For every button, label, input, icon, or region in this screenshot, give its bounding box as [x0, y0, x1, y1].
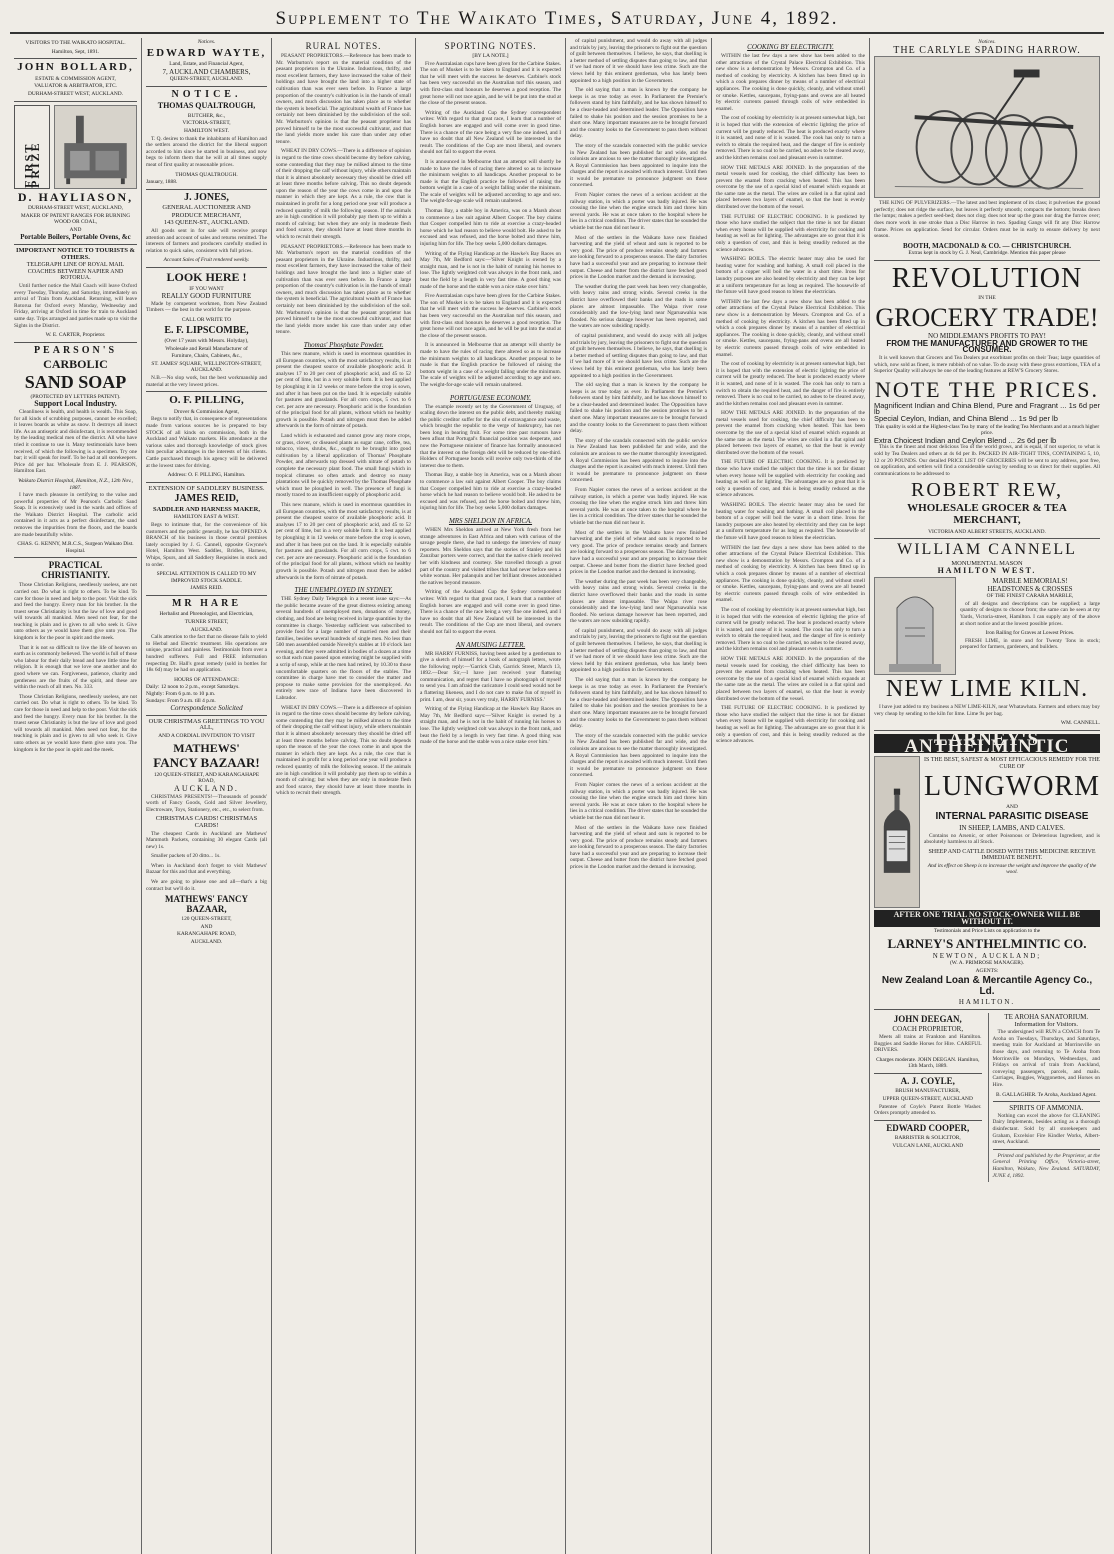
jones-name: J. JONES, [184, 191, 229, 203]
coach-body: Until further notice the Mail Coach will leave Oxford every Tuesday, Thursday, and Saturday, immediately on arrival of Train from Auckland. Returning, will leave Rotorua for Oxford every Monday, Wednesday and Friday, arriving at Oxford in time for train to Auckland same day. Trips arranged and parties made up to visit the Sights in the District. [14, 283, 137, 329]
divider [146, 595, 267, 596]
col5-body-2: The old saying that a man is known by the company he keeps is as true today as ever. In Parliament the Premier's followers stand by him faithfully, and he has shown himself to be a clear-headed and determined leader. The Opposition have failed to shake his position and the session promises to be a short one. Many important measures are to be brought forward and the country looks to the Government to pass them without delay. [570, 87, 707, 140]
bollard-line-1: ESTATE & COMMISSION AGENT, [35, 75, 116, 82]
coyle-line-2: UPPER QUEEN-STREET, AUCKLAND [882, 1096, 973, 1103]
harrow-illustration [874, 56, 1100, 198]
furniture-body: Made by competent workmen, from New Zealand Timbers — the best in the world for the purpose. [146, 300, 267, 314]
bollard-line-3: DURHAM-STREET WEST, AUCKLAND. [28, 90, 123, 97]
christianity-body-2: That it is not so difficult to live the life of heaven on earth as is commonly believed. The world is full of those who labour for their daily bread and have little time for religion. It is enough that we love one another and do good where we can. Forgiveness, patience, charity and gentleness are the fruits of the spirit, and these are within the reach of all men. No. 333. [14, 644, 137, 691]
sheldon-body-2: Writing of the Auckland Cup the Sydney correspondent writes: With regard to that great race, I learn that a number of English horses are engaged and will come over in good time. There is a chance of the race being a very fine one indeed, and I have no doubt that all New Zealand will be interested in the result. The conditions of the Cup are most liberal, and owners should not fail to support the event. [420, 589, 561, 635]
pilling-address: Address: O. F. PILLING, Hamilton. [167, 472, 246, 479]
harrow-icon [875, 57, 1099, 197]
harrow-body: THE KING OF PULVERIZERS.—The latest and best implement of its class; it pulverises the ground perfectly; does not ridge the surface, but leaves it perfectly smooth; compacts the bottom; breaks down the lumps; makes a perfect seed-bed; does not clog; does not tear up the grass nor drag the furrow over; does more work in one stroke than a Disc Harrow in two. Spading Gangs will fit any Disc Harrow frame. Prices on application. Send for circular. Orders must be in early to ensure delivery by next season. [874, 200, 1100, 240]
newton-auckland: NEWTON, AUCKLAND; [932, 951, 1042, 960]
carlyle-harrow-heading: THE CARLYLE SPADING HARROW. [893, 44, 1081, 56]
divider [14, 342, 137, 343]
divider [993, 1149, 1101, 1150]
cannell-text [960, 577, 1100, 675]
testimonials-line: Testimonials and Price Lists on application to the [933, 928, 1041, 935]
finest-marble: OF THE FINEST CARARA MARBLE, [986, 593, 1074, 600]
prize-block [14, 105, 137, 189]
qualtrough-date: January, 1888. [146, 179, 178, 186]
headstone-icon [875, 578, 955, 674]
lime-body: I have just added to my business a NEW LIME-KILN, near Whatawhata. Farmers and others may buy very cheap by sending to the kiln for lime. Lime 9s per bag. [874, 704, 1100, 717]
revolution-heading: REVOLUTION [891, 262, 1083, 294]
range-stove-illustration [54, 105, 137, 189]
and-label: AND [1006, 803, 1018, 810]
manufacturer-line: FROM THE MANUFACTURER AND GROWER TO THE CONSUMER. [886, 338, 1088, 355]
patent-line: (PROTECTED BY LETTERS PATENT). [30, 393, 121, 400]
divider [146, 189, 267, 190]
qualtrough-line-2: VICTORIA-STREET, [182, 120, 231, 127]
divider [146, 715, 267, 716]
aroha-sub: Information for Visitors. [1014, 1020, 1079, 1028]
deegan-coach: COACH PROPRIETOR, [892, 1025, 964, 1034]
effect-line: And its effect on Sheep is to increase the weight and improve the quality of the wool. [927, 862, 1097, 876]
sheep-lambs: IN SHEEP, LAMBS, AND CALVES. [959, 823, 1065, 832]
aroha-signature: B. GALLAGHER. Te Aroha, Auckland Agent. [995, 1091, 1097, 1098]
bottom-ads-right [988, 1013, 1101, 1182]
price-line-3: Extra Choicest Indian and Ceylon Blend ... 2s 6d per lb [874, 435, 1057, 445]
bazaar-footer-heading: MATHEWS' FANCY BAZAAR, [165, 894, 248, 914]
col5-body-15: The story of the scandals connected with the public service in New Zealand has been published far and wide, and the colonists are anxious to see the matter thoroughly investigated. A Royal Commission has been appointed to inquire into the charges and the report is awaited with much interest. Until then it would be premature to pronounce judgment on those concerned. [570, 732, 707, 779]
phosphate-body-2: Land which is exhausted and cannot grow any more crops, or grass, clover, or diseased plants as sugar cane, coffee, tea, tobacco, vines, shrubs, &c., ought to be brought into good cultivation by a liberal application of Thomas' Phosphate Powder, and afterwards top dressed with nitrate of potash to complete the necessary plant food. The small fungi which in tropical climates so often attack and destroy so many plantations will be quickly removed by the Thomas Phosphate which must be ploughed in well. The presence of fungi is mostly traced to an insufficient supply of phosphoric acid. [276, 433, 411, 499]
notice-heading: NOTICE. [171, 88, 242, 100]
cooper-line-2: VULCAN LANE, AUCKLAND [892, 1142, 964, 1149]
greetings: OUR CHRISTMAS GREETINGS TO YOU ALL, [148, 717, 265, 732]
note-prices-heading: NOTE THE PRICES. [874, 376, 1100, 402]
cooper-name: EDWARD COOPER, [886, 1122, 970, 1133]
reid-address: HAMILTON EAST & WEST. [173, 514, 240, 521]
divider [146, 482, 267, 483]
reid-signature: JAMES REID. [190, 585, 223, 592]
bazaar-footer-3: KARANGAHAPE ROAD, [177, 931, 236, 938]
masthead: Supplement to The Waikato Times, Saturday, June 4, 1892. [10, 6, 1104, 34]
booth-note: Extras kept in stock by G. J. Neal, Cambridge. Mention this paper please [908, 250, 1066, 257]
cooking-electricity-heading: COOKING BY ELECTRICITY. [747, 43, 834, 51]
lipscombe-line-1: (Over 17 years with Messrs. Holyday), [164, 338, 249, 345]
col5-body-3: The story of the scandals connected with the public service in New Zealand has been published far and wide, and the colonists are anxious to see the matter thoroughly investigated. A Royal Commission has been appointed to inquire into the charges and the report is awaited with much interest. Until then it would be premature to pronounce judgment on those concerned. [570, 142, 707, 189]
rural-body-2: WHEAT IN DRY COWS.—There is a difference of opinion in regard to the time cows should become dry before calving, some contending that they may be milked almost to the time of their dropping the calf without injury, while others maintain that it is almost absolutely necessary they should be dried off at least three months before calving. This no doubt depends upon the reason of the year the cows come in and upon the manner in which they are kept. As a rule, the cow that is maintained in profit for a long period one year will produce a reduced quantity of milk the following season. If the animals are in high condition it will probably pay them up to within a month of calving; but when they are only in moderate flesh and food scarce, they should have at least three months in which to recruit their strength. [276, 148, 411, 241]
bollard-line-2: VALUATOR & ARBITRATOR, ETC. [34, 83, 117, 90]
sheep-cattle-dosed: SHEEP AND CATTLE DOSED WITH THIS MEDICINE RECEIVE IMMEDIATE BENEFIT. [928, 848, 1096, 862]
headstones-crosses: HEADSTONES & CROSSES [987, 584, 1073, 593]
pilling-line-1: Drover & Commission Agent, [174, 408, 239, 415]
qualtrough-body: T. Q. desires to thank the inhabitants of Hamilton and the settlers around the district for the liberal support accorded to him since he started in business, and now begs to inform them that he will at all times supply meat of first quality at reasonable prices. [146, 135, 267, 168]
hours-line-1: Daily: 12 noon to 2 p.m., except Saturdays. [146, 684, 240, 691]
divider [14, 58, 137, 59]
col5-body-8: The old saying that a man is known by the company he keeps is as true today as ever. In Parliament the Premier's followers stand by him faithfully, and he has shown himself to be a clear-headed and determined leader. The Opposition have failed to shake his position and the session promises to be a short one. Many important measures are to be brought forward and the country looks to the Government to pass them without delay. [570, 382, 707, 435]
deegan-signature: Charges moderate. JOHN DEEGAN. Hamilton, 13th March, 1889. [876, 1056, 980, 1070]
printer-imprint: Printed and published by the Proprietor, at the General Printing Office, Victoria-street, Hamilton, Waikato, New Zealand. SATURDAY, JUNE 4, 1892. [992, 1152, 1100, 1179]
lipscombe-line-4: ST. JAMES' SQUARE, WELLINGTON-STREET, AUCKLAND. [151, 360, 262, 374]
telegraph-line: TELEGRAPH LINE OF ROYAL MAIL COACHES BETWEEN NAPIER AND ROTORUA. [26, 262, 125, 282]
presents-body: CHRISTMAS PRESENTS!—Thousands of pounds' worth of Fancy Goods, Gold and Silver Jewellery, Electroware, Toys, Stationery, etc., etc., to select from. [146, 793, 267, 813]
christianity-body: Those Christian Religions, needlessly useless, are not carried out. Do what is right to others. To be kind. To care for those in need and help to the poor. Visit the sick and feed the hungry. Every man for his brother. In the truest sense Christianity is but the law of love and good will towards all mankind. Men need not fear, for the teaching is plain and is given to all who seek it. Give unto others as ye would have them give unto you. The kingdom is for the poor in spirit and the meek. [14, 582, 137, 642]
jones-line-1: GENERAL AUCTIONEER AND [162, 204, 251, 212]
col5-body-7: of capital punishment, and would do away with all judges and trials by jury, leaving the prisoners to fight out the question of guilt between themselves. I believe, he says, that duelling is a better method of settling disputes than going to law, and that if we had more of it we should have less crime. Such are the views held by this eminent gentleman, who has lately been appointed to a high position in the Government. [570, 332, 707, 379]
lipscombe-line-2: Wholesale and Retail Manufacturer of [165, 345, 248, 352]
smaller-packets: Smaller packets of 20 ditto... 1s. [151, 853, 221, 860]
hayliason-name: D. HAYLIASON, [17, 189, 134, 204]
column-4 [416, 38, 566, 1554]
cannell-block [874, 577, 1100, 675]
cooper-line-1: BARRISTER & SOLICITOR, [894, 1135, 961, 1142]
cooking-body-4: THE FUTURE OF ELECTRIC COOKING. It is predicted by those who have studied the subject that the time is not far distant when every house will be supplied with electricity for cooking and heating as well as for lighting. The advantages are so great that it is only a question of cost, and this is being steadily reduced as the science advances. [716, 213, 865, 253]
wayte-line-2: 7, AUCKLAND CHAMBERS, [162, 67, 251, 76]
sporting-notes-heading: SPORTING NOTES. [444, 41, 537, 51]
cooking-body-1: WITHIN the last few days a new show has been added to the other attractions of the Crystal Palace Electrical Exhibition. This new show is a demonstration by Messrs. Crompton and Co. of a method of cooking by electricity. A kitchen has been fitted up in which a cook prepares dinner by means of a number of electrical appliances. The cooking is done quickly, cleanly, and without smell or smoke. Kettles, saucepans, frying-pans and ovens are all heated by electric currents passed through coils of wire embedded in enamel. [716, 53, 865, 112]
wayte-line-3: QUEEN-STREET, AUCKLAND. [169, 76, 244, 83]
grocery-trade-heading: GROCERY TRADE! [875, 302, 1099, 332]
cooking-body-11: WITHIN the last few days a new show has been added to the other attractions of the Crystal Palace Electrical Exhibition. This new show is a demonstration by Messrs. Crompton and Co. of a method of cooking by electricity. A kitchen has been fitted up in which a cook prepares dinner by means of a number of electrical appliances. The cooking is done quickly, cleanly, and without smell or smoke. Kettles, saucepans, frying-pans and ovens are all heated by electric currents passed through coils of wire embedded in enamel. [716, 544, 865, 604]
reid-heading: SADDLER AND HARNESS MAKER, [153, 505, 260, 513]
really-good-furniture: REALLY GOOD FURNITURE [161, 292, 252, 301]
cooking-body-3: HOW THE METALS ARE JOINED. In the preparation of the metal vessels used for cooking, the chief difficulty has been to prevent the enamel from cracking when heated. This has been overcome by the use of a special kind of enamel which expands at the same rate as the metal. The wires are coiled in a flat spiral and placed between two layers of enamel, so that the heat is evenly distributed over the bottom of the vessel. [716, 164, 865, 211]
col5-body-16: From Napier comes the news of a serious accident at the railway station, in which a porter was badly injured. He was crossing the line when the engine struck him and threw him several yards. He was at once taken to the hospital where he lies in a critical condition. The driver states that he sounded the whistle but the man did not hear it. [570, 781, 707, 821]
divider [993, 1101, 1101, 1102]
col5-body-11: Most of the settlers in the Waikato have now finished harvesting and the yield of wheat and oats is reported to be very good. The price of produce remains steady and farmers are looking forward to a prosperous season. The dairy factories have had a successful year and are preparing to increase their output. Cheese and butter from the district have fetched good prices in the London market and the demand is increasing. [570, 529, 707, 576]
rural-notes-heading: RURAL NOTES. [305, 41, 382, 51]
soap-testimonial: I have much pleasure in certifying to the value and powerful properties of Mr Pearson's Carbolic Sand Soap. It is extensively used in the wards and offices of the Waikato District Hospital. The carbolic acid contained in it acts as a perfect disinfectant, the sand removes the impurities from the floors, and the boards are made beautifully white. [14, 492, 137, 538]
column-6 [712, 38, 870, 1554]
hayliason-line-3: AND [69, 226, 82, 233]
reid-name: JAMES REID, [174, 493, 239, 505]
hospital-visitors-date: Hamilton, Sept, 1891. [51, 48, 100, 55]
rural-body-1: PEASANT PROPRIETORS.—Reference has been made to Mr. Warburton's report on the material condition of the peasant proprietors in the Ukraine. Industrious, thrifty, and most excellent farmers, they have increased the value of their holdings and have brought the land into a higher state of cultivation than was ever seen before. In France a large proportion of the country's cultivation is in the hands of small owners, and much discussion has taken place as to whether the system is beneficial. The agricultural wealth of France has certainly not been diminished by the subdivision of the soil. Mr. Warburton's opinion is that the peasant proprietor has proved himself to be the most successful cultivator, and that the land yields more under his care than under any other tenure. [276, 53, 411, 145]
cooking-body-5: WASHING BOILS. The electric heater may also be used for heating water for washing and bathing. A small coil placed in the bottom of a copper will boil the water in a short time. Irons for laundry purposes are also heated by electricity and they can be kept at a uniform temperature for as long as required. The housewife of the future will have good reason to bless the electrician. [716, 256, 865, 296]
spirits-heading: SPIRITS OF AMMONIA. [1009, 1104, 1084, 1113]
divider [146, 391, 267, 392]
lipscombe-body: N.B.—No slop work, but the best workmanship and material at the very lowest prices. [146, 375, 267, 388]
price-line-2: Special Ceylon, Indian, and China Blend ... 1s 9d per lb [874, 414, 1058, 424]
notices-label-right: Notices. [978, 39, 996, 45]
new-lime-kiln-heading: NEW LIME KILN. [885, 676, 1089, 703]
phosphate-body-3: This new manure, which is used in enormous quantities in all European countries, with the most satisfactory results, is at present the cheapest source of available phosphoric acid. It analyses 17 to 20 per cent of phosphoric acid, and 45 to 52 per cent of lime, but in a very soluble form. It is best applied by ploughing it in 12 weeks or more before the crop is sown, and after it has been put on the land. It is especially suitable for pastures and grasslands. For all corn crops, 5 cwt. to 6 cwt. per acre are necessary. Phosphoric acid is the foundation of the principal food for all plants, without which no healthy growth is possible. Potash and nitrogen must then be added afterwards in the form of nitrate of potash. [276, 502, 411, 581]
col5-body-13: of capital punishment, and would do away with all judges and trials by jury, leaving the prisoners to fight out the question of guilt between themselves. I believe, he says, that duelling is a better method of settling disputes than going to law, and that if we had more of it we should have less crime. Such are the views held by this eminent gentleman, who has lately been appointed to a high position in the Government. [570, 627, 707, 674]
deegan-name: JOHN DEEGAN, [893, 1014, 962, 1025]
aroha-body: The undersigned will RUN a COACH from Te Aroha on Tuesdays, Thursdays, and Saturdays, meeting train for Auckland at Morrinsville on those days, and returning to Te Aroha from Morrinsville on Mondays, Wednesdays, and Fridays on arrival of train from Auckland, conveying passengers, parcels, and mails. Carriages, Buggies, Waggonettes, and Horses on Hire. [992, 1029, 1100, 1088]
larney-text [924, 756, 1100, 908]
unemployed-heading: THE UNEMPLOYED IN SYDNEY. [294, 586, 393, 595]
qualtrough-line-3: HAMILTON WEST. [183, 128, 230, 134]
column-2 [142, 38, 272, 1554]
bazaar-address: 120 QUEEN-STREET, AND KARANGAHAPE ROAD, [153, 771, 260, 785]
portuguese-body-2: Thomas Bay, a stable boy in America, was on a Marsh about to commence a law suit against Albert Cooper. The boy claims that Cooper compelled him to ride at exercise a crazy-headed horse which he had reason to believe would bolt. He asked to be excused and was refused, and the horse bolted and threw him, injuring him for life. The boy seeks 5,000 dollars damages. [420, 472, 561, 512]
cannell-heading: WILLIAM CANNELL [897, 541, 1077, 559]
col5-body-10: From Napier comes the news of a serious accident at the railway station, in which a porter was badly injured. He was crossing the line when the engine struck him and threw him several yards. He was at once taken to the hospital where he lies in a critical condition. The driver states that he sounded the whistle but the man did not hear it. [570, 487, 707, 526]
jones-body: All goods sent in for sale will receive prompt attention and account of sales and returns remitted. The interests of farmers and producers carefully studied in relation to quick sales, consistent with full prices. [146, 228, 267, 254]
column-7 [870, 38, 1104, 1554]
coyle-name: A. J. COYLE, [900, 1076, 955, 1087]
col5-body-5: Most of the settlers in the Waikato have now finished harvesting and the yield of wheat and oats is reported to be very good. The price of produce remains steady and farmers are looking forward to a prosperous season. The dairy factories have had a successful year and are preparing to increase their output. Cheese and butter from the district have fetched good prices in the London market and the demand is increasing. [570, 234, 707, 281]
wayte-line-1: Land, Estate, and Financial Agent, [169, 61, 244, 68]
amusing-letter-heading: AN AMUSING LETTER. [455, 640, 526, 649]
going-to-please: We are going to please one and all—that's a big contract but we'll do it. [146, 879, 267, 892]
portuguese-body: The example recently set by the Government of Uruguay, of scaling down the interest on the public debt, and thereby making the public creditor suffer for the sins of extravagance and waste, which brought the republic to the verge of bankruptcy, has not been long in bearing fruit. For some time past rumours have been afloat that Portugal's financial position was desperate, and now the Portuguese minister of finance has formally announced that the interest on the foreign debt will be reduced by one-third. Holders of Portuguese bonds will receive only two-thirds of the interest due to them. [420, 403, 561, 469]
bottle-illustration [874, 756, 920, 908]
fresh-lime: FRESH LIME, in store and for Twenty Tons in stock; prepared for farmers, gardeners, and builders. [960, 637, 1100, 651]
col5-body-1: of capital punishment, and would do away with all judges and trials by jury, leaving the prisoners to fight out the question of guilt between themselves. I believe, he says, that duelling is a better method of settling disputes than going to law, and that if we had more of it we should have less crime. Such are the views held by this eminent gentleman, who has lately been appointed to a high position in the Government. [570, 38, 707, 84]
lipscombe-name: E. F. LIPSCOMBE, [164, 324, 249, 336]
cooking-body-12: The cost of cooking by electricity is at present somewhat high, but it is hoped that with the extension of electric lighting the price of current will be greatly reduced. The heat is produced exactly where it is wanted, and none of it is wasted. The cook has only to turn a switch to obtain the required heat, and the danger of fire is entirely removed. There is no coal to be carried, no ashes to be cleared away, and the kitchen remains cool and pleasant even in summer. [716, 606, 865, 653]
bazaar-footer-2: AND [200, 923, 213, 930]
price-line-1: Magnificent Indian and China Blend, Pure and Fragrant ... 1s 6d per lb [874, 400, 1100, 417]
divider [146, 86, 267, 87]
bazaar-footer-4: AUCKLAND. [190, 938, 223, 945]
robert-rew: ROBERT REW, [911, 479, 1063, 502]
and-a: AND A CORDIAL INVITATION TO VISIT [158, 732, 255, 739]
hare-line-3: AUCKLAND. [190, 626, 223, 633]
cards-heading: CHRISTMAS CARDS! CHRISTMAS CARDS! [155, 815, 258, 829]
notices-label: Notices. [197, 39, 216, 45]
christianity-body-3: Those Christian Religions, needlessly useless, are not carried out. Do what is right to others. To be kind. To care for those in need and help to the poor. Visit the sick and feed the hungry. Every man for his brother. In the truest sense Christianity is but the law of love and good will towards all mankind. Men need not fear, for the teaching is plain and is given to all who seek it. Give unto others as ye would have them give unto you. The kingdom is for the poor in spirit and the meek. [14, 693, 137, 753]
jones-line-3: 143 QUEEN-ST., AUCKLAND. [163, 219, 250, 227]
cooking-body-13: HOW THE METALS ARE JOINED. In the preparation of the metal vessels used for cooking, the chief difficulty has been to prevent the enamel from cracking when heated. This has been overcome by the use of a special kind of enamel which expands at the same rate as the metal. The wires are coiled in a flat spiral and placed between two layers of enamel, so that the heat is evenly distributed over the bottom of the vessel. [716, 656, 865, 702]
divider [874, 260, 1100, 261]
bollard-name: JOHN BOLLARD, [17, 61, 134, 74]
jones-fruit: Account Sales of Fruit rendered weekly. [163, 257, 250, 264]
divider [14, 557, 137, 558]
divider [874, 1009, 1100, 1010]
stove-icon [55, 106, 136, 188]
grocery-body: It is well known that Grocers and Tea Dealers put exorbitant profits on their Teas; large quantities of which, now sold as finest, is mere rubbish of no value. To do away with these gross extortions, TEA of a Superior Quality will always be one of the leading features at REW'S Grocery Stores. [874, 355, 1100, 375]
sporting-byline: [BY LA NOTE.] [472, 53, 509, 59]
hours-line-3: Sundays: From 9 a.m. till 4 p.m. [146, 697, 216, 704]
divider [14, 244, 137, 245]
cooking-body-6: WITHIN the last few days a new show has been added to the other attractions of the Crystal Palace Electrical Exhibition. This new show is a demonstration by Messrs. Crompton and Co. of a method of cooking by electricity. A kitchen has been fitted up in which a cook prepares dinner by means of a number of electrical appliances. The cooking is done quickly, cleanly, and without smell or smoke. Kettles, saucepans, frying-pans and ovens are all heated by electric currents passed through coils of wire embedded in enamel. [716, 298, 865, 358]
support-heading: Support Local Industry. [34, 399, 117, 409]
soap-body: Cleanliness is health, and health is wealth. This Soap, for all kinds of scrubbing purposes, cannot be excelled; it leaves boards as white as snow. It destroys all insect life. As an antiseptic and disinfectant, it is recommended by the leading medical men of the district. All who have tried it continue to use it. Many testimonials have been received, of which the following is a specimen. Try one bar; it will speak for itself. To be had at all storekeepers. Price 4d per bar. Wholesale from E. J. PEARSON, Hamilton East. [14, 408, 137, 475]
fancy-bazaar-heading: FANCY BAZAAR! [153, 755, 260, 771]
cannell-body: of all designs and descriptions can be supplied; a large quantity of designs to choose from; the same can be seen at my Yards, Victoria-street, Hamilton. I can supply any of the above at short notice and at the lowest possible prices. [960, 600, 1100, 627]
when-in-auckland: When in Auckland don't forget to visit Mathews' Bazaar for this and that and everything. [146, 862, 267, 876]
column-1 [10, 38, 142, 1554]
primrose-manager: (W. A. PRIMROSE MANAGER). [949, 960, 1025, 967]
col5-body-14: The old saying that a man is known by the company he keeps is as true today as ever. In Parliament the Premier's followers stand by him faithfully, and he has shown himself to be a clear-headed and determined leader. The Opposition have failed to shake his position and the session promises to be a short one. Many important measures are to be brought forward and the country looks to the Government to pass them without delay. [570, 677, 707, 730]
grocery-body-2: This is the finest and most delicious Tea of the world grows, and is equal, if not superior, to what is sold by Tea Dealers and others at 4s 6d per lb. PACKED IN AIR-TIGHT TINS, CONTAINING 5, 10, 12 or 20 POUNDS. Our detailed PRICE LIST OF GROCERIES will be sent to any address, post free, on application, and settlers will find a considerable saving by sending to us direct for their supplies. All communications to be addressed to [874, 444, 1100, 477]
sporting-body-2: Writing of the Auckland Cup the Sydney correspondent writes: With regard to that great race, I learn that a number of English horses are engaged and will come over in good time. There is a chance of the race being a very fine one indeed, and I have no doubt that all New Zealand will be interested in the result. The conditions of the Cup are most liberal, and owners should not fail to support the event. [420, 109, 561, 156]
after-one-trial: AFTER ONE TRIAL NO STOCK-OWNER WILL BE WITHOUT IT. [874, 910, 1100, 927]
unemployed-body-2: WHEAT IN DRY COWS.—There is a difference of opinion in regard to the time cows should become dry before calving, some contending that they may be milked almost to the time of their dropping the calf without injury, while others maintain that it is almost absolutely necessary they should be dried off at least three months before calving. This no doubt depends upon the reason of the year the cows come in and upon the manner in which they are kept. As a rule, the cow that is maintained in profit for a long period one year will produce a reduced quantity of milk the following season. If the animals are in high condition it will probably pay them up to within a month of calving; but when they are only in moderate flesh and food scarce, they should have at least three months in which to recruit their strength. [276, 704, 411, 797]
sporting-body-1: Five Australasian cups have been given for the Carbine Stakes. The son of Musket is to be taken to England and it is expected that he will meet with the success he deserves. Carbine's stock has been very successful on the Australian turf this season, and with first-class stud honours he deserves a good reception. The great horse will not race again, and he will be put into the stud at the close of the present season. [420, 60, 561, 107]
coyle-body: Patentee of Coyle's Patent Bottle Washer. Orders promptly attended to. [874, 1103, 982, 1117]
kenny-signature: CHAS. G. KENNY, M.R.C.S., Surgeon Waikato Dist. Hospital. [17, 541, 134, 554]
larney-company: LARNEY'S ANTHELMINTIC CO. [887, 936, 1087, 952]
rew-address: VICTORIA AND ALBERT STREETS, AUCKLAND. [928, 528, 1046, 535]
spirits-body: Nothing can excel the above for CLEANING Dairy Implements, besides acting as a thorough disinfectant. Sold by all storekeepers and Graham, Excelsior Fire Kindler Works, Albert-street, Auckland. [992, 1112, 1100, 1146]
hours-line-2: Nightly: From 6 p.m. to 10 p.m. [146, 690, 216, 697]
amusing-letter-body-2: Writing of the Flying Handicap at the Hawke's Bay Races on May 7th, Mr Bedford says:—'Silver Knight is owned by a straight man, and he is not in the habit of running his horses to lose. The lightly weighted colt was always in the front rank, and beat the field by a length in very fast time. A good thing was made of the horse and the stable won a nice stake over him.' [420, 706, 561, 746]
cannell-signature: WM. CANNELL. [1060, 720, 1100, 727]
nz-loan-agency: New Zealand Loan & Mercantile Agency Co., Ld. [881, 975, 1093, 997]
col5-body-9: The story of the scandals connected with the public service in New Zealand has been published far and wide, and the colonists are anxious to see the matter thoroughly investigated. A Royal Commission has been appointed to inquire into the charges and the report is awaited with much interest. Until then it would be premature to pronounce judgment on those concerned. [570, 437, 707, 484]
col5-body-12: The weather during the past week has been very changeable, with heavy rains and strong winds. Several creeks in the district have overflowed their banks and the roads in some places are almost impassable. The Waipa river rose considerably and the low-lying land near Ngaruawahia was flooded. No serious damage however has been reported, and the waters are now subsiding rapidly. [570, 578, 707, 625]
cooking-body-14: THE FUTURE OF ELECTRIC COOKING. It is predicted by those who have studied the subject that the time is not far distant when every house will be supplied with electricity for cooking and heating as well as for lighting. The advantages are so great that it is only a question of cost, and this is being steadily reduced as the science advances. [716, 705, 865, 745]
divider [874, 1120, 982, 1121]
sand-soap-heading: SAND SOAP [24, 371, 127, 392]
cooking-body-2: The cost of cooking by electricity is at present somewhat high, but it is hoped that with the extension of electric lighting the price of current will be greatly reduced. The heat is produced exactly where it is wanted, and none of it is wasted. The cook has only to turn a switch to obtain the required heat, and the danger of fire is entirely removed. There is no coal to be carried, no ashes to be cleared away, and the kitchen remains cool and pleasant even in summer. [716, 115, 865, 161]
contains-no-arsenic: Contains no Arsenic, or other Poisonous or Deleterious Ingredient, and is absolutely harmless to all Stock. [924, 832, 1100, 846]
pilling-body: Begs to notify that, in consequence of representations made from various sources he is prepared to buy STOCK of all kinds on commission, both in the Auckland and Waikato markets. His attendance at the various sales and thorough knowledge of stock gives him peculiar advantages in the interests of his clients. Cattle purchased through his agency will be delivered at the lowest rates for driving. [146, 416, 267, 469]
bazaar-city: AUCKLAND. [174, 783, 239, 793]
col5-body-4: From Napier comes the news of a serious accident at the railway station, in which a porter was badly injured. He was crossing the line when the engine struck him and threw him several yards. He was at once taken to the hospital where he lies in a critical condition. The driver states that he sounded the whistle but the man did not hear it. [570, 192, 707, 232]
col5-body-17: Most of the settlers in the Waikato have now finished harvesting and the yield of wheat and oats is reported to be very good. The price of produce remains steady and farmers are looking forward to a prosperous season. The dairy factories have had a successful year and are preparing to increase their output. Cheese and butter from the district have fetched good prices in the London market and the demand is increasing. [570, 824, 707, 871]
larney-block [874, 756, 1100, 908]
pilling-name: O. F. PILLING, [169, 394, 244, 407]
hare-line-1: Herbalist and Phrenologist, and Electrician, [159, 611, 254, 618]
practical-christianity-heading: PRACTICAL CHRISTIANITY. [41, 560, 110, 580]
hours-heading: HOURS OF ATTENDANCE: [174, 676, 239, 683]
hayliason-line-1: DURHAM-STREET WEST, AUCKLAND, [28, 205, 123, 212]
mathews-heading: MATHEWS' [173, 740, 240, 755]
pearsons-heading: PEARSON'S [33, 344, 118, 356]
jones-line-2: PRODUCE MERCHANT, [171, 211, 242, 219]
wayte-name: EDWARD WAYTE, [146, 46, 267, 59]
if-you-want: IF YOU WANT [189, 285, 224, 292]
marble-memorials: MARBLE MEMORIALS! [992, 577, 1068, 586]
monumental-mason: MONUMENTAL MASON [951, 559, 1023, 567]
divider [874, 538, 1100, 539]
cooking-body-9: THE FUTURE OF ELECTRIC COOKING. It is predicted by those who have studied the subject that the time is not far distant when every house will be supplied with electricity for cooking and heating as well as for lighting. The advantages are so great that it is only a question of cost, and this is being steadily reduced as the science advances. [716, 459, 865, 499]
coyle-line-1: BRUSH MANUFACTURER, [895, 1088, 961, 1095]
carbolic-heading: CARBOLIC [43, 357, 108, 372]
price-note: This quality is sold at the Highest-class Tea by many of the leading Tea Merchants and at a much higher price. [874, 423, 1100, 437]
col5-body-6: The weather during the past week has been very changeable, with heavy rains and strong winds. Several creeks in the district have overflowed their banks and the roads in some places are almost impassable. The Waipa river rose considerably and the low-lying land near Ngaruawahia was flooded. No serious damage however has been reported, and the waters are now subsiding rapidly. [570, 283, 707, 330]
bottom-ads [874, 1013, 1100, 1182]
lungworm-heading: LUNGWORM [924, 771, 1100, 803]
internal-parasitic: INTERNAL PARASITIC DISEASE [935, 811, 1089, 823]
agency-hamilton: HAMILTON. [958, 998, 1016, 1007]
first-prize-banner: FIRST PRIZE [14, 105, 50, 189]
cooking-body-10: WASHING BOILS. The electric heater may also be used for heating water for washing and bathing. A small coil placed in the bottom of a copper will boil the water in a short time. Irons for laundry purposes are also heated by electricity and they can be kept at a uniform temperature for as long as required. The housewife of the future will have good reason to bless the electrician. [716, 502, 865, 541]
column-3 [272, 38, 416, 1554]
cards-body: The cheapest Cards in Auckland are Mathews' Mammoth Packets, containing 30 elegant Cards (all new) 1s. [146, 830, 267, 850]
larneys-anthelmintic-banner: LARNEY'S ANTHELMINTIC [874, 734, 1100, 753]
unemployed-body: THE Sydney Daily Telegraph in a recent issue says:—As the public became aware of the great distress existing among several hundreds of unemployed men, donations of money, clothing, and food are being received in large quantities by the committee in charge. Yesterday sufficient was subscribed to provide food for a large number of married men and their families, besides several hundreds of single men. No less than 500 men assembled outside Novelty's stables at 10 o'clock last evening, and they were admitted in bodies of a dozen at a time so that each man passed upon entering might be supplied with a scrip of soup, while at the men had retired, by 10.30 to those uncomfortable quarters on the floors of the stables. The committee in charge have met to consider the matter and propose to make some provision for the unemployed. An entirely new race of Indians have been discovered in Labrador. [276, 596, 411, 702]
aroha-heading: TE AROHA SANATORIUM. [1004, 1013, 1089, 1022]
hare-body: Calls attention to the fact that no disease fails to yield to Herbal and Electric treatment. His operations are unique, practical and painless. Testimonials from over a hundred sufferers. Full and FREE information respecting Dr. Hall's great remedy (sold in bottles for 18s 6d) may be had on application. [146, 634, 267, 674]
sheldon-body: WHEN Mrs Sheldon arrived at New York fresh from her strange adventures in East Africa and taken with curious of the savage people there, she had to undergo the interview of many reporters. Mrs Sheldon says that the stories of Stanley and his Zanzibar porters were correct, and that the native chiefs received her with kindness and courtesy. She travelled through a great part of the country and visited tribes that had never before seen a white woman. Her palanquin and her brilliant dresses astonished the natives beyond measure. [420, 527, 561, 586]
phosphate-body-1: This new manure, which is used in enormous quantities in all European countries, with the most satisfactory results, is at present the cheapest source of available phosphoric acid. It analyses 17 to 20 per cent of phosphoric acid, and 45 to 52 per cent of lime, but in a very soluble form. It is best applied by ploughing it in 12 weeks or more before the crop is sown, and after it has been put on the land. It is especially suitable for pastures and grasslands. For all corn crops, 5 cwt. to 6 cwt. per acre are necessary. Phosphoric acid is the foundation of the principal food for all plants, without which no healthy growth is possible. Potash and nitrogen must then be added afterwards in the form of nitrate of potash. [276, 350, 411, 430]
qualtrough-line-1: BUTCHER, &c., [187, 112, 226, 119]
amusing-letter-body: MR HARRY FURNISS, having been asked by a gentleman to give a sketch of himself for a book of autograph letters, wrote the following reply:—'Garrick Club, Garrick Street, March 13, 1892.—Dear Sir,—I have just received your flattering communication, and regret that I have no photograph of myself to send you. I am afraid the caricature I could send would not be a flattering likeness, and I do not care to make fun of myself in print. I am, dear sir, yours very truly, HARRY FURNISS.' [420, 650, 561, 703]
sheldon-heading: MRS SHELDON IN AFRICA. [448, 517, 533, 525]
qualtrough-signature: THOMAS QUALTROUGH. [175, 171, 238, 178]
hamilton-west: HAMILTON WEST. [937, 566, 1037, 576]
lipscombe-line-3: Furniture, Chairs, Cabinets, &c., [171, 353, 242, 360]
important-notice-heading: IMPORTANT NOTICE TO TOURISTS & OTHERS. [16, 247, 135, 261]
sporting-body-4: Thomas Bay, a stable boy in America, was on a Marsh about to commence a law suit against Albert Cooper. The boy claims that Cooper compelled him to ride at exercise a crazy-headed horse which he had reason to believe would bolt. He asked to be excused and was refused, and the horse bolted and threw him, injuring him for life. The boy seeks 5,000 dollars damages. [420, 208, 561, 248]
hospital-visitors-heading: VISITORS TO THE WAIKATO HOSPITAL. [25, 40, 126, 46]
divider [14, 101, 137, 102]
no-middlemen: NO MIDDLEMAN'S PROFITS TO PAY! [928, 332, 1046, 341]
hospital-line: Waikato District Hospital, Hamilton, N.Z., 12th Nov., 1887. [18, 477, 133, 491]
cooking-body-7: The cost of cooking by electricity is at present somewhat high, but it is hoped that with the extension of electric lighting the price of current will be greatly reduced. The heat is produced exactly where it is wanted, and none of it is wasted. The cook has only to turn a switch to obtain the required heat, and the danger of fire is entirely removed. There is no coal to be carried, no ashes to be cleared away, and the kitchen remains cool and pleasant even in summer. [716, 361, 865, 407]
extension-heading: EXTENSION OF SADDLERY BUSINESS. [148, 484, 265, 492]
reid-special: SPECIAL ATTENTION IS CALLED TO MY IMPROVED STOCK SADDLE. [156, 571, 257, 584]
hare-name: MR HARE [171, 597, 242, 609]
divider [146, 267, 267, 268]
carter-signature: W. E. CARTER, Proprietor. [45, 332, 106, 339]
bazaar-footer-1: 120 QUEEN-STREET, [181, 916, 232, 923]
bottle-icon [875, 757, 919, 907]
headstone-illustration [874, 577, 956, 675]
column-5 [566, 38, 712, 1554]
sporting-body-7: It is announced in Melbourne that an attempt will shortly be made to have the rules of racing there altered so as to increase the minimum weights to all handicaps. Another proposal to be made is that the English practice be followed of raising the bottom weight in a case of a weight falling under the minimum. The scale of weights will be adjusted according to age and sex. The weight-for-age scale will remain unaltered. [420, 342, 561, 388]
bottom-ads-left [874, 1013, 982, 1182]
divider [874, 1073, 982, 1074]
sporting-body-5: Writing of the Flying Handicap at the Hawke's Bay Races on May 7th, Mr Bedford says:—'Silver Knight is owned by a straight man, and he is not in the habit of running his horses to lose. The lightly weighted colt was always in the front rank, and beat the field by a length in very fast time. A good thing was made of the horse and the stable won a nice stake over him.' [420, 250, 561, 290]
hayliason-line-4: Portable Boilers, Portable Ovens, &c [20, 233, 131, 242]
phosphate-heading: Thomas' Phosphate Powder. [303, 340, 384, 349]
look-here-heading: LOOK HERE ! [166, 270, 247, 284]
in-the-label: IN THE [978, 295, 996, 302]
hare-line-2: TURNER STREET, [184, 619, 229, 626]
deegan-body: Meets all trains at Frankton and Hamilton. Buggies and Saddle Horses for Hire. CAREFUL DRIVERS. [874, 1034, 982, 1054]
wholesale-grocer: WHOLESALE GROCER & TEA MERCHANT, [907, 502, 1067, 526]
booth-macdonald: BOOTH, MACDONALD & CO. — CHRISTCHURCH. [902, 241, 1071, 250]
agents-label: AGENTS: [975, 967, 999, 974]
qualtrough-name: THOMAS QUALTROUGH, [157, 101, 256, 111]
sporting-body-6: Five Australasian cups have been given for the Carbine Stakes. The son of Musket is to be taken to England and it is expected that he will meet with the success he deserves. Carbine's stock has been very successful on the Australian turf this season, and with first-class stud honours he deserves a good reception. The great horse will not race again, and he will be put into the stud at the close of the present season. [420, 293, 561, 339]
rural-body-3: PEASANT PROPRIETORS.—Reference has been made to Mr. Warburton's report on the material condition of the peasant proprietors in the Ukraine. Industrious, thrifty, and most excellent farmers, they have increased the value of their holdings and have brought the land into a higher state of cultivation than was ever seen before. In France a large proportion of the country's cultivation is in the hands of small owners, and much discussion has taken place as to whether the system is beneficial. The agricultural wealth of France has certainly not been diminished by the subdivision of the soil. Mr. Warburton's opinion is that the peasant proprietor has proved himself to be the most successful cultivator, and that the land yields more under his care than under any other tenure. [276, 243, 411, 336]
cooking-body-8: HOW THE METALS ARE JOINED. In the preparation of the metal vessels used for cooking, the chief difficulty has been to prevent the enamel from cracking when heated. This has been overcome by the use of a special kind of enamel which expands at the same rate as the metal. The wires are coiled in a flat spiral and placed between two layers of enamel, so that the heat is evenly distributed over the bottom of the vessel. [716, 410, 865, 456]
sporting-body-3: It is announced in Melbourne that an attempt will shortly be made to have the rules of racing there altered so as to increase the minimum weights to all handicaps. Another proposal to be made is that the English practice be followed of raising the bottom weight in a case of a weight falling under the minimum. The scale of weights will be adjusted according to age and sex. The weight-for-age scale will remain unaltered. [420, 158, 561, 205]
columns [10, 38, 1104, 1554]
is-the-best: IS THE BEST, SAFEST & MOST EFFICACIOUS REMEDY FOR THE CURE OF [924, 757, 1100, 770]
reid-body: Begs to intimate that, for the convenience of his customers and the public generally, he has OPENED A BRANCH of his business in those central premises lately occupied by J. G. Cannell, opposite Gwynne's Hotel, Hamilton West. Saddles, Bridles, Harness, Whips, Spurs, and all Saddlery Requisites in stock and to order. [146, 521, 267, 568]
iron-railing: Iron Railing for Graves at Lowest Prices. [985, 630, 1075, 637]
correspondence: Correspondence Solicited [170, 704, 243, 713]
hayliason-line-2: MAKER OF PATENT RANGES FOR BURNING WOOD OR COAL, [20, 212, 131, 226]
portuguese-heading: PORTUGUESE ECONOMY. [449, 393, 532, 402]
call-or-write: CALL OR WRITE TO [181, 316, 232, 323]
